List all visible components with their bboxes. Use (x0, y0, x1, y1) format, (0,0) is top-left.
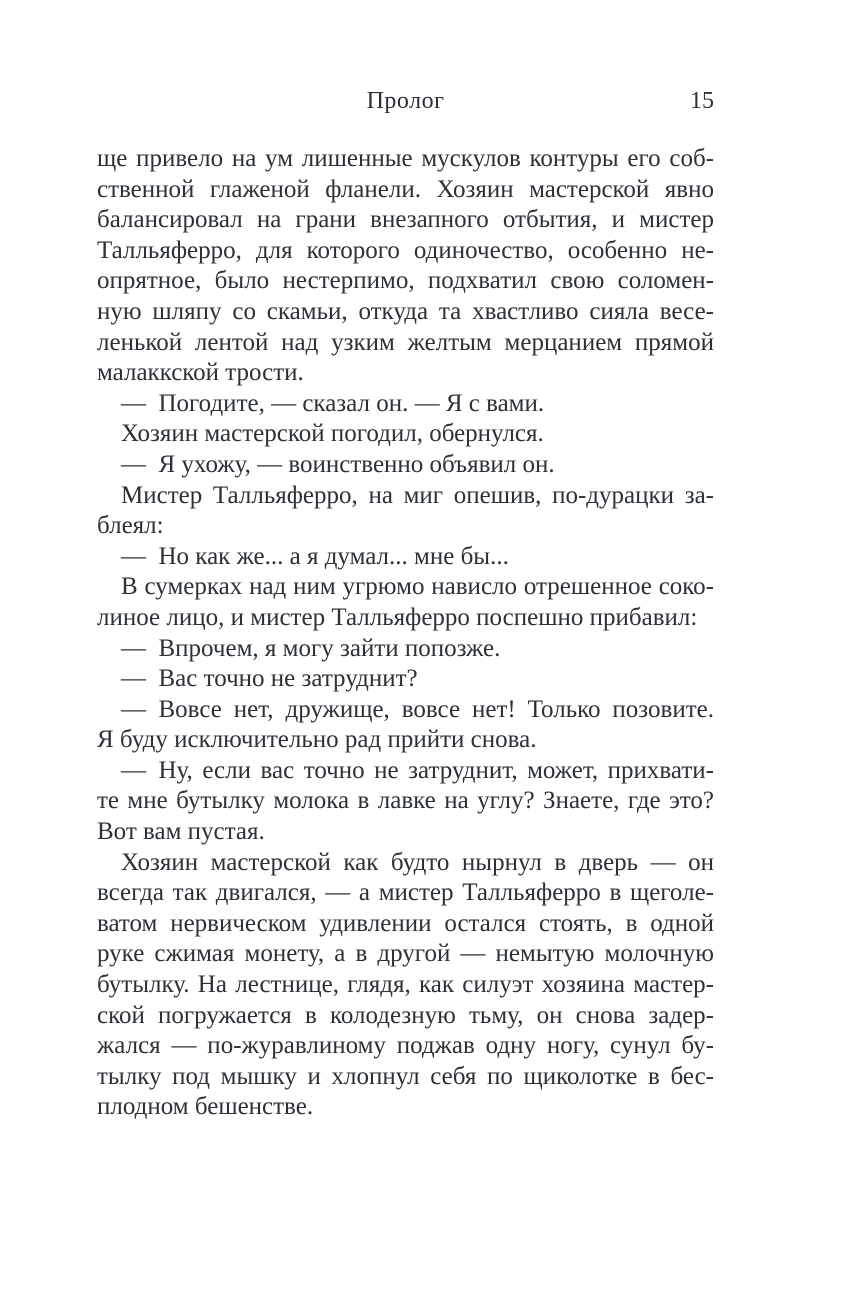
text-line: — Погодите, — сказал он. — Я с вами. (121, 389, 545, 417)
text-line: — Но как же... а я думал... мне бы... (121, 542, 509, 570)
text-line: В сумерках над ним угрюмо нависло отрешенное соко- (121, 573, 714, 601)
text-line: ще привело на ум лишенные мускулов контуры его соб- (97, 145, 714, 172)
text-line: Талльяферро, для которого одиночество, особенно не- (97, 236, 714, 264)
text-line: — Вовсе нет, дружище, вовсе нет! Только позовите. (121, 695, 714, 723)
text-line: бутылку. На лестнице, глядя, как силуэт хозяина мастер- (97, 971, 714, 999)
text-line: малаккской трости. (97, 359, 304, 387)
text-line: руке сжимая монету, а в другой — немытую молочную (97, 940, 714, 968)
text-line: ской погружается в колодезную тьму, он снова задер- (97, 1001, 714, 1029)
text-line: Я буду исключительно рад прийти снова. (97, 726, 537, 754)
running-head (97, 86, 714, 116)
text-line: ную шляпу со скамьи, откуда та хвастливо сияла весе- (97, 297, 714, 325)
text-line: балансировал на грани внезапного отбытия, и мистер (97, 206, 714, 234)
text-line: — Впрочем, я могу зайти попозже. (121, 634, 501, 662)
text-line: блеял: (97, 512, 164, 540)
text-line: — Я ухожу, — воинственно объявил он. (121, 450, 555, 478)
text-line: Мистер Талльяферро, на миг опешив, по-дурацки за- (121, 481, 714, 509)
text-line: те мне бутылку молока в лавке на углу? Знаете, где это? (97, 787, 714, 815)
body-text (97, 144, 714, 1123)
page-number: 15 (690, 88, 714, 114)
text-line: плодном бешенстве. (97, 1093, 314, 1121)
text-line: тылку под мышку и хлопнул себя по щиколотке в бес- (97, 1062, 714, 1090)
text-line: ственной глаженой фланели. Хозяин мастерской явно (97, 175, 714, 203)
text-line: жался — по-журавлиному поджав одну ногу, сунул бу- (97, 1032, 714, 1060)
text-line: линое лицо, и мистер Талльяферро поспешно прибавил: (97, 603, 698, 631)
text-line: ленькой лентой над узким желтым мерцанием прямой (97, 328, 714, 356)
chapter-title: Пролог (366, 88, 445, 114)
text-line: Вот вам пустая. (97, 818, 265, 846)
text-line: — Ну, если вас точно не затруднит, может, прихвати- (121, 756, 714, 784)
text-line: опрятное, было нестерпимо, подхватил свою соломен- (97, 267, 714, 295)
text-line: всегда так двигался, — а мистер Талльяферро в щеголе- (97, 879, 714, 907)
text-line: — Вас точно не затруднит? (121, 665, 418, 693)
text-line: Хозяин мастерской погодил, обернулся. (121, 420, 544, 448)
text-line: ватом нервическом удивлении остался стоять, в одной (97, 909, 714, 937)
text-line: Хозяин мастерской как будто нырнул в дверь — он (121, 848, 714, 876)
